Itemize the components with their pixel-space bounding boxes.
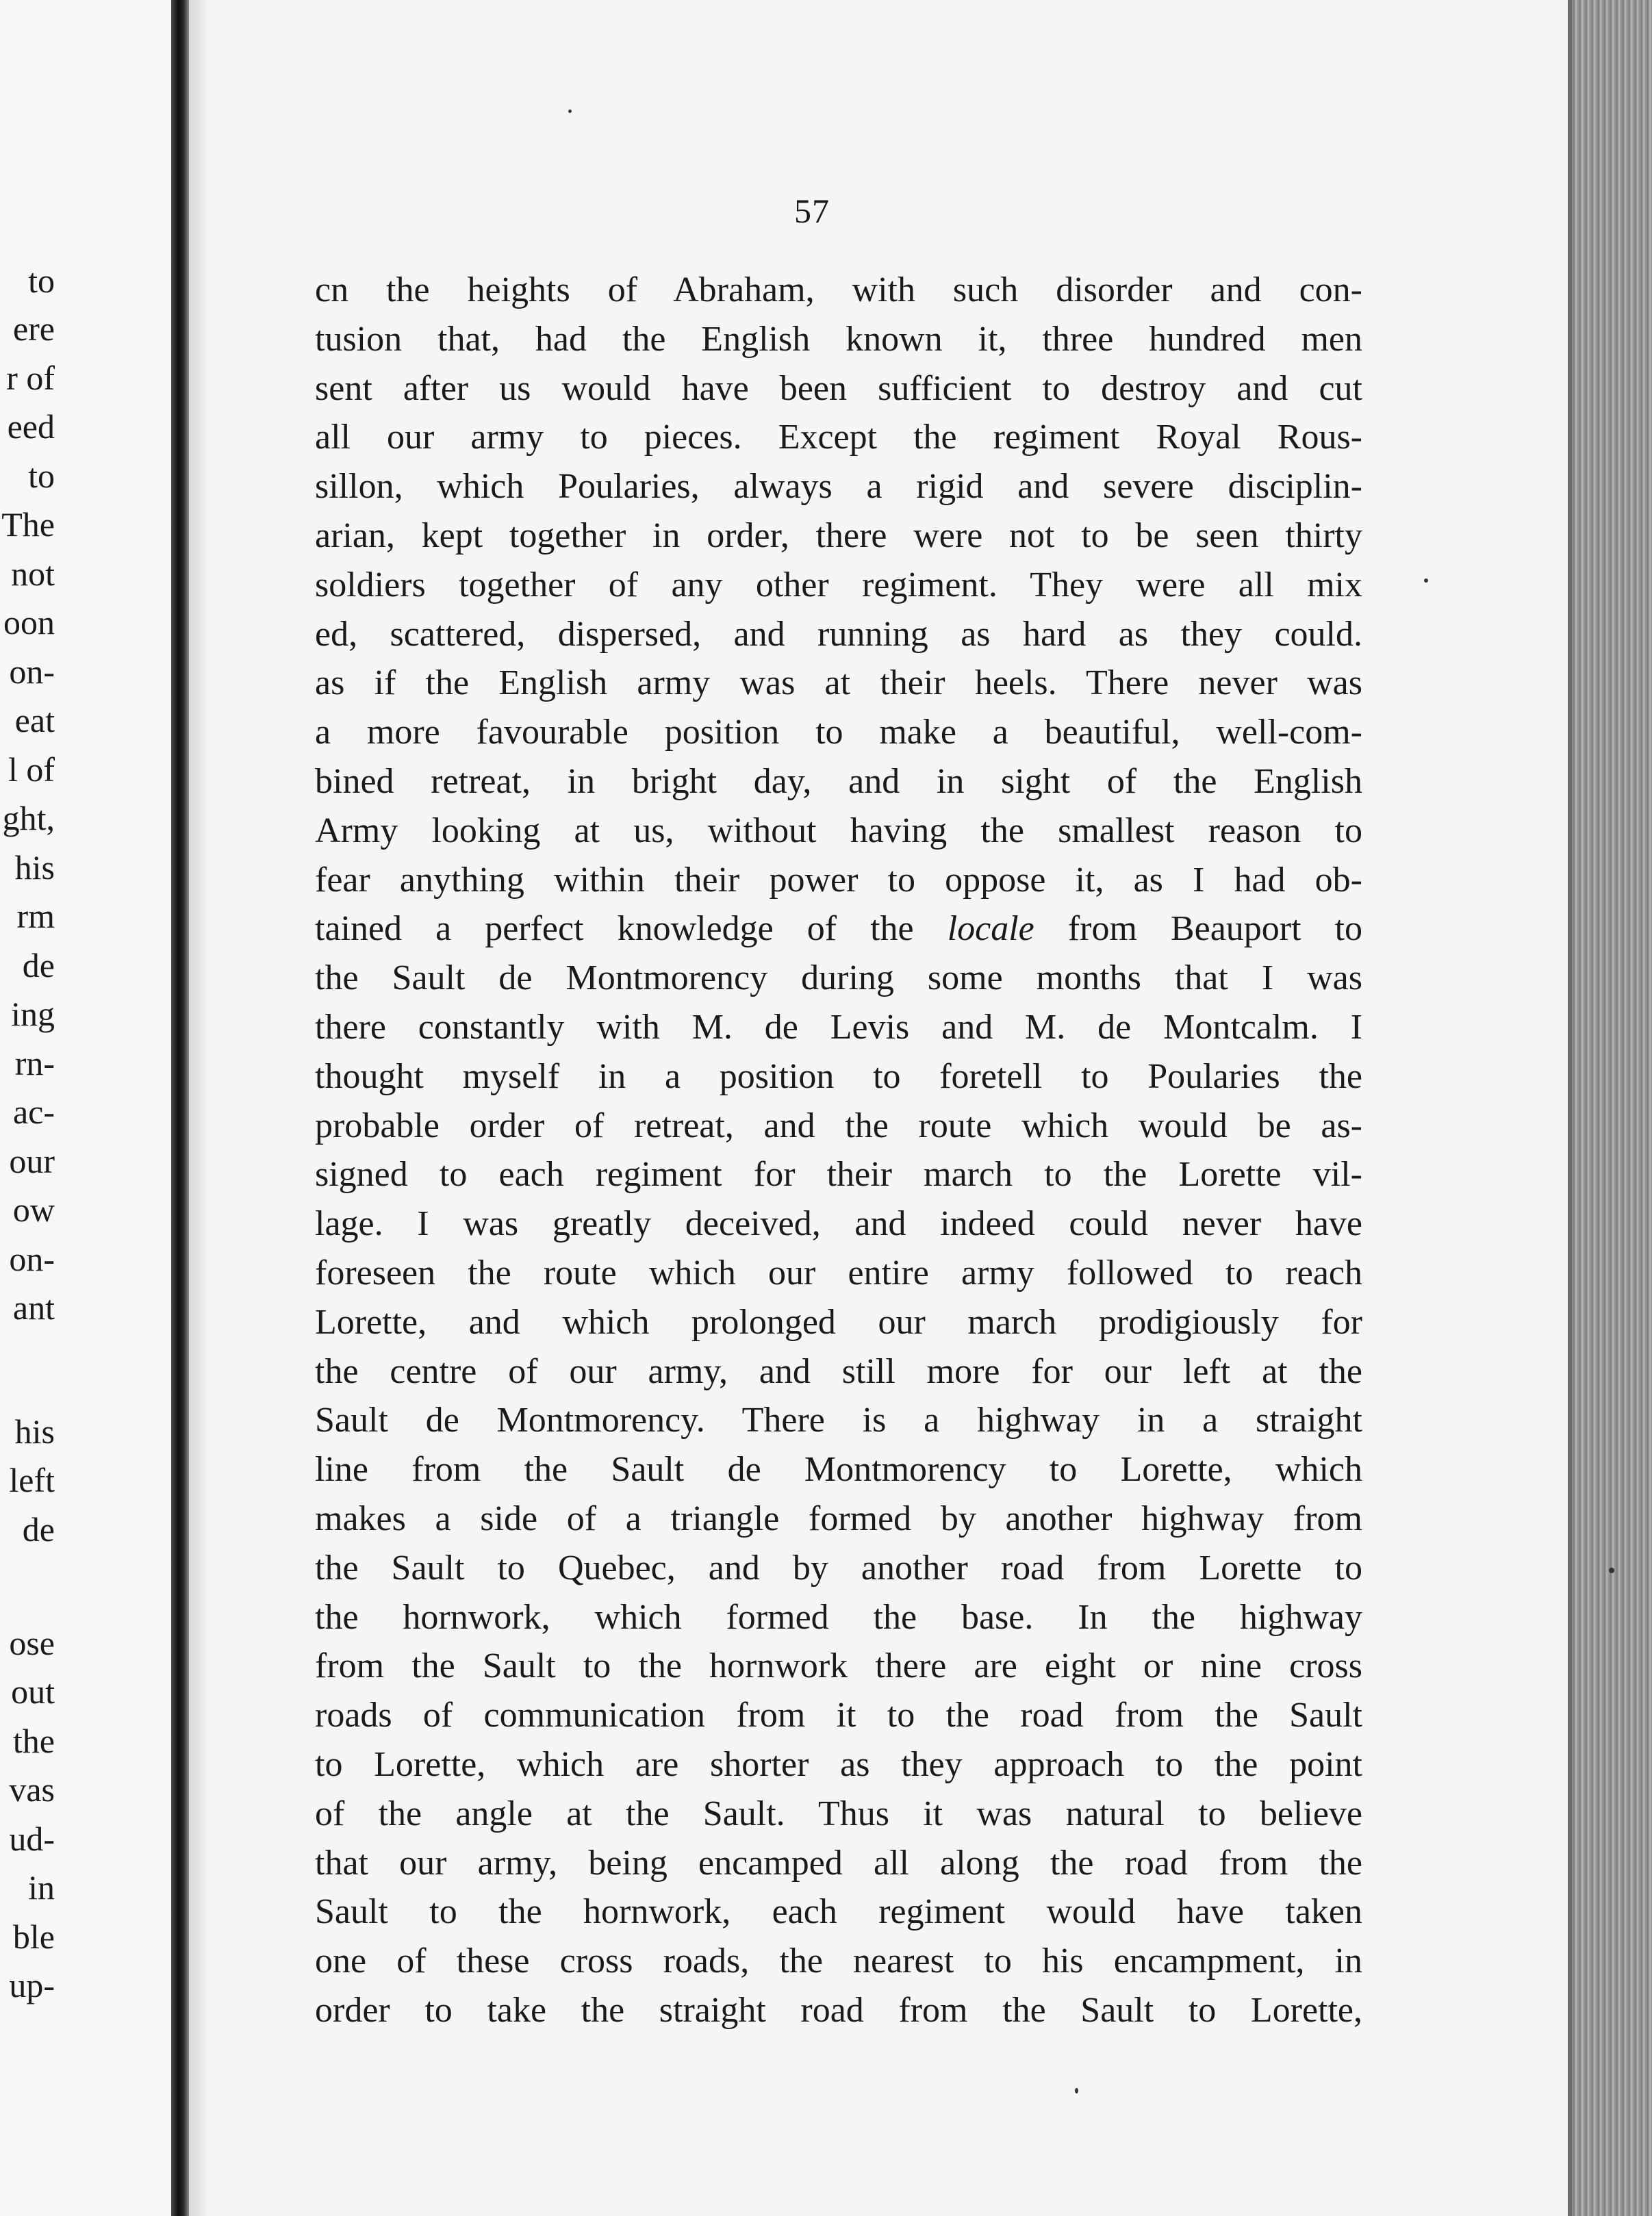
left-fragment: ant [12,1288,55,1327]
left-fragment: in [28,1868,55,1907]
ink-speck [1424,578,1428,583]
italic-word: locale [947,909,1034,949]
text-line: sent after us would have been sufficient to destroy and cut [315,368,1362,408]
left-fragment: ow [12,1190,55,1229]
left-fragment: the [12,1722,55,1760]
text-line: all our army to pieces. Except the regiment Royal Rous- [315,418,1362,457]
text-line: the centre of our army, and still more for our left at the [315,1351,1362,1391]
left-fragment: r of [6,359,55,397]
page-number: 57 [794,192,830,230]
left-fragment: our [9,1142,55,1180]
text-line-with-italic [315,904,1362,954]
left-fragment: de [22,1510,55,1549]
text-line: Army looking at us, without having the smallest reason to [315,811,1362,850]
text-line: soldiers together of any other regiment. They were all mix [315,565,1362,604]
left-fragment: rn- [14,1044,55,1082]
body-text [315,266,1362,2035]
left-fragment: ose [9,1624,55,1662]
left-fragment: ing [11,995,55,1033]
left-fragment: up- [9,1966,55,2004]
text-line: makes a side of a triangle formed by another highway from [315,1499,1362,1538]
left-fragment: de [22,946,55,984]
text-line: that our army, being encamped all along the road from the [315,1843,1362,1883]
left-fragment: his [14,1412,55,1451]
ink-speck [1075,2088,1078,2093]
left-fragment: his [14,848,55,887]
left-fragment: eat [14,701,55,739]
text-segment: tained a perfect knowledge of the [315,909,914,949]
left-fragment: rm [16,897,55,935]
text-line: a more favourable position to make a beautiful, well-com- [315,713,1362,752]
text-line: the Sault to Quebec, and by another road from Lorette to [315,1548,1362,1588]
text-line: lage. I was greatly deceived, and indeed could never have [315,1204,1362,1244]
left-fragment: left [9,1461,55,1499]
left-fragment: ght, [2,799,55,837]
left-fragment: on- [9,652,55,691]
text-line: from the Sault to the hornwork there are eight or nine cross [315,1646,1362,1686]
text-line: the hornwork, which formed the base. In the highway [315,1597,1362,1637]
text-line: probable order of retreat, and the route which would be as- [315,1106,1362,1145]
text-line: to Lorette, which are shorter as they approach to the point [315,1744,1362,1784]
gutter-shadow [189,0,209,2216]
text-line: order to take the straight road from the Sault to Lorette, [315,1990,1362,2030]
left-fragment: on- [9,1240,55,1278]
ink-speck [568,110,572,113]
text-line: arian, kept together in order, there were not to be seen thirty [315,515,1362,555]
left-fragment: ere [12,309,55,348]
text-line: cn the heights of Abraham, with such disorder and con- [315,270,1362,309]
left-fragment: ac- [12,1093,55,1131]
text-line: tusion that, had the English known it, three hundred men [315,319,1362,359]
text-line: bined retreat, in bright day, and in sight of the English [315,761,1362,801]
left-fragment: ble [12,1918,55,1956]
left-fragment: vas [9,1770,55,1809]
ink-speck [1609,1568,1614,1573]
text-segment: from Beauport to [1067,909,1363,949]
text-line: roads of communication from it to the road from the Sault [315,1696,1362,1735]
text-line: Lorette, and which prolonged our march prodigiously for [315,1302,1362,1342]
text-line: of the angle at the Sault. Thus it was natural to believe [315,1794,1362,1833]
text-line: as if the English army was at their heels. There never was [315,663,1362,703]
page-stack-edge [1572,0,1652,2216]
book-gutter [171,0,189,2216]
text-line: there constantly with M. de Levis and M. de Montcalm. I [315,1007,1362,1047]
left-fragment: eed [7,407,55,446]
text-line: thought myself in a position to foretell to Poularies the [315,1056,1362,1096]
text-line: the Sault de Montmorency during some months that I was [315,958,1362,998]
left-fragment: ud- [9,1820,55,1858]
left-fragment: oon [3,603,55,641]
left-fragment: to [28,457,55,495]
left-fragment: out [11,1672,55,1711]
text-line: Sault to the hornwork, each regiment would have taken [315,1892,1362,1932]
text-line: one of these cross roads, the nearest to his encampment, in [315,1941,1362,1981]
text-line: Sault de Montmorency. There is a highway in a straight [315,1401,1362,1440]
text-line: fear anything within their power to oppose it, as I had ob- [315,860,1362,900]
text-line: ed, scattered, dispersed, and running as hard as they could. [315,614,1362,654]
text-line: foreseen the route which our entire army followed to reach [315,1253,1362,1292]
text-line: line from the Sault de Montmorency to Lorette, which [315,1450,1362,1490]
left-fragment: to [28,262,55,300]
left-fragment: The [1,505,55,544]
text-line: signed to each regiment for their march to the Lorette vil- [315,1155,1362,1195]
left-fragment: not [11,555,55,593]
left-page-edge [0,0,171,2216]
left-fragment: l of [8,750,55,789]
text-line: sillon, which Poularies, always a rigid and severe disciplin- [315,467,1362,507]
